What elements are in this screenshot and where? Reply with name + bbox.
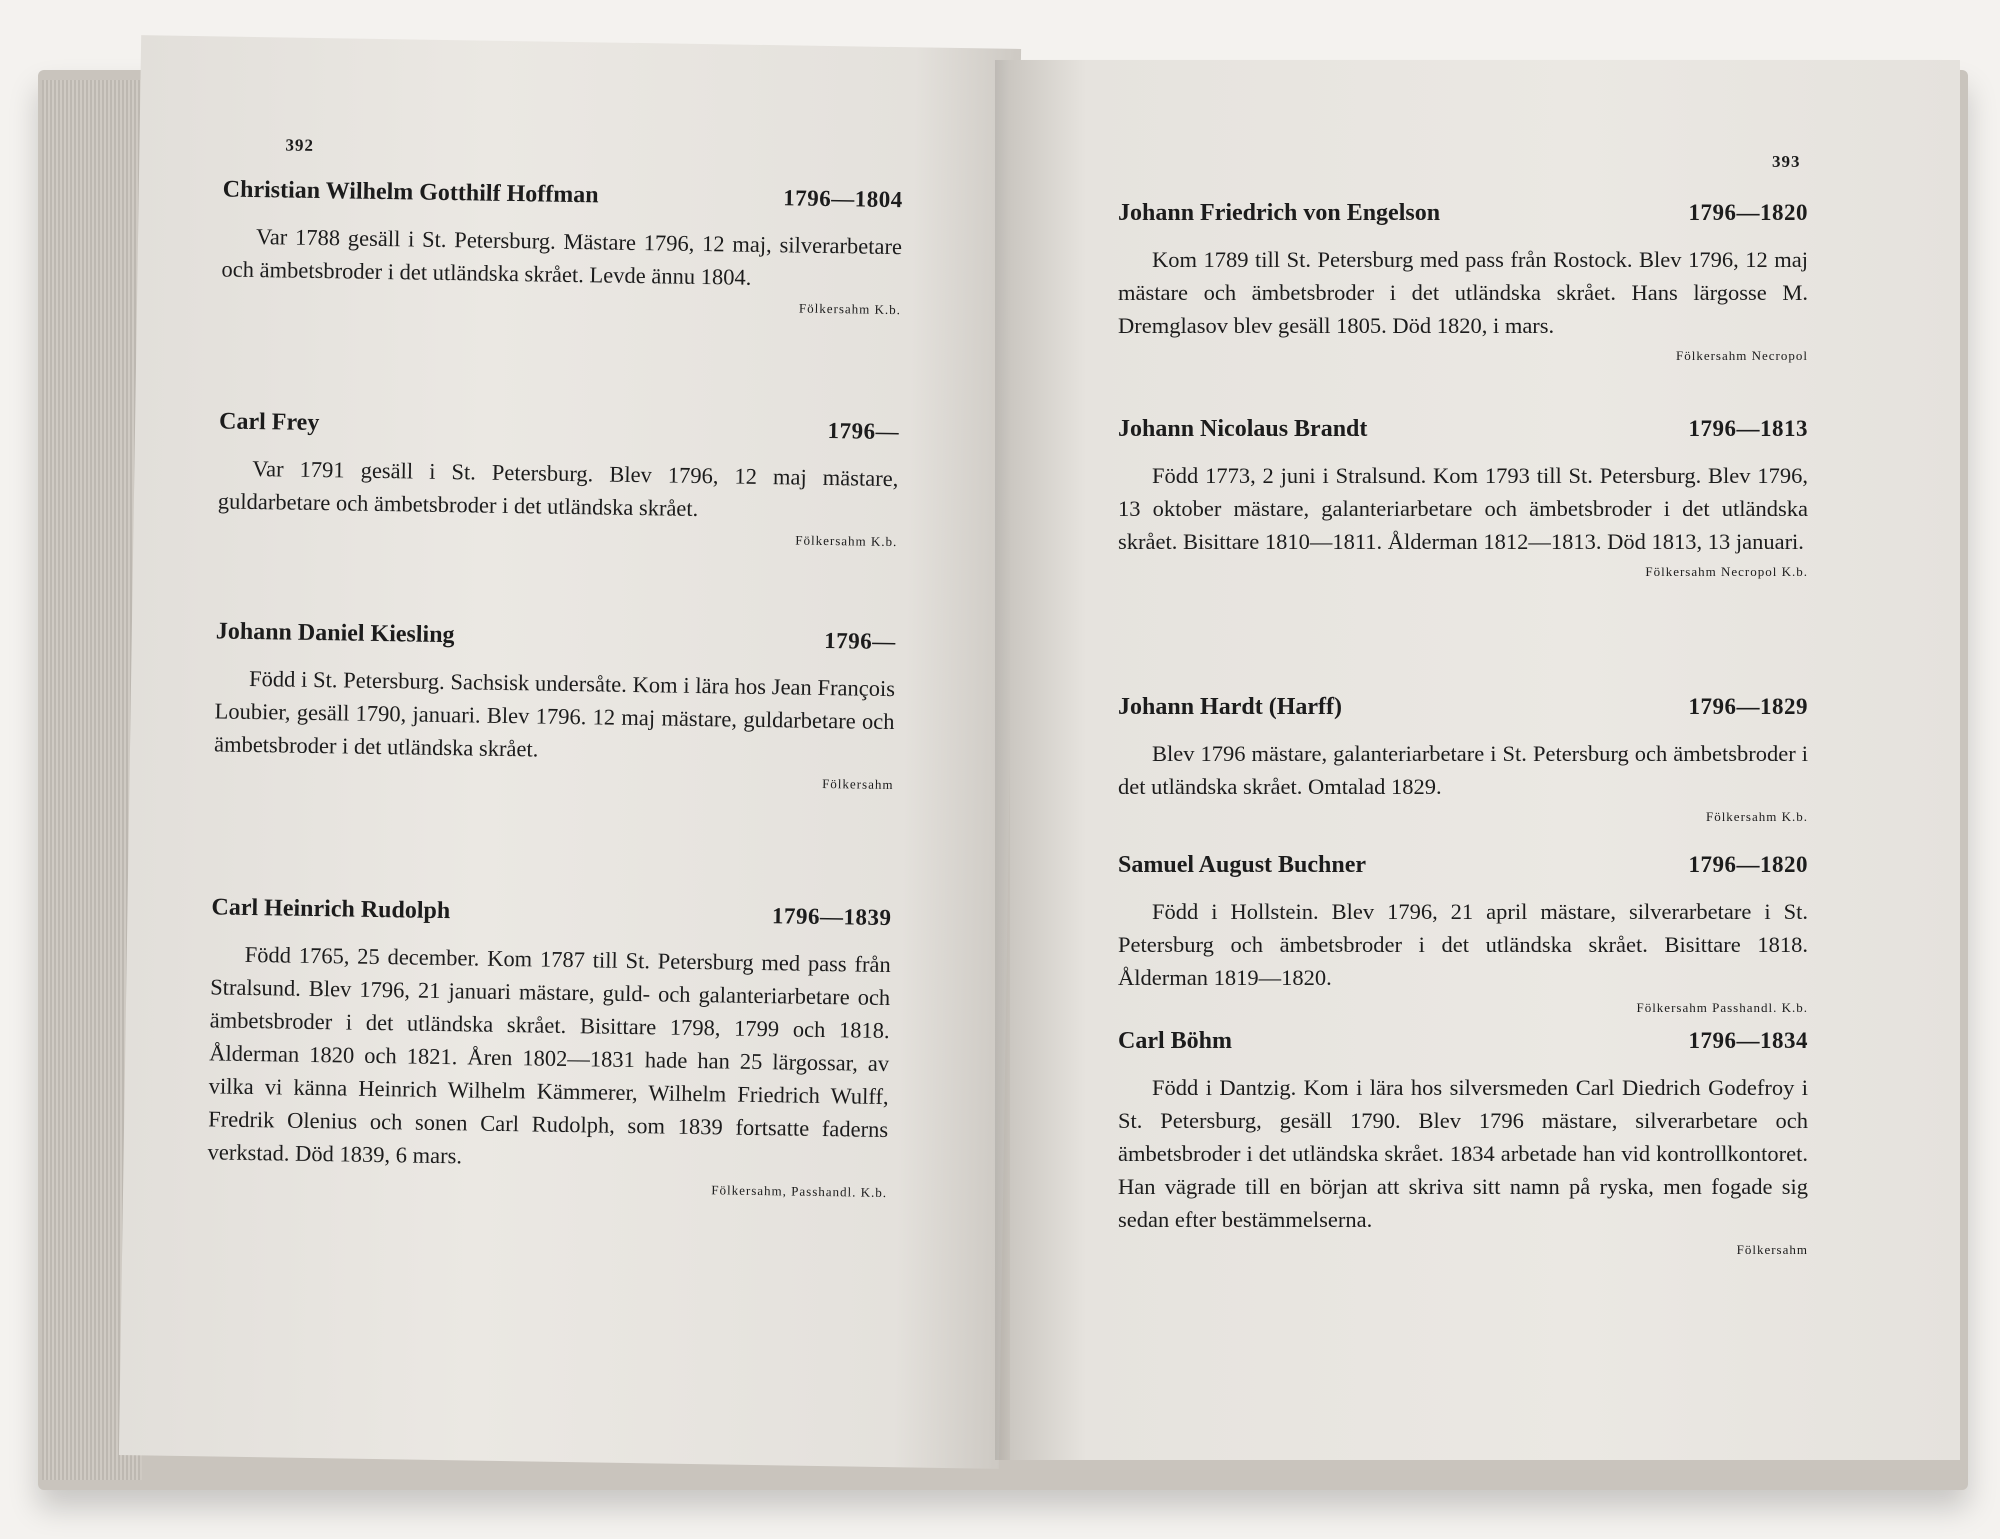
entry-source: Fölkersahm Necropol K.b. xyxy=(1645,564,1808,579)
right-page xyxy=(1010,60,1960,1460)
entry-source: Fölkersahm K.b. xyxy=(798,300,902,318)
entry-header xyxy=(211,894,891,932)
entry-years: 1796—1820 xyxy=(1688,200,1808,225)
entry xyxy=(1118,852,1808,1016)
entry-header xyxy=(1118,1028,1808,1055)
entry-years: 1796— xyxy=(827,418,900,445)
entry-body: Var 1788 gesäll i St. Petersburg. Mästare 1796, 12 maj, silverarbetare och ämbetsbroder i det utländska skrået. Levde ännu 1804. xyxy=(221,224,903,290)
entry xyxy=(1118,416,1808,580)
entry-header xyxy=(1118,200,1808,227)
entry-name: Carl Heinrich Rudolph xyxy=(211,894,451,925)
entry xyxy=(1118,694,1808,825)
entry-body: Var 1791 gesäll i St. Petersburg. Blev 1796, 12 maj mästare, guldarbetare och ämbetsbroder i det utländska skrået. xyxy=(217,455,899,521)
entry-body: Född i Dantzig. Kom i lära hos silversmeden Carl Diedrich Godefroy i St. Petersburg, gesäll 1790. Blev 1796 mästare, silverarbetare och ämbetsbroder i det utländska skrået. 1834 arbetade han vid kontrollkontoret. Han vägrade till en början att skriva sitt namn på ryska, men fogade sig sedan efter bestämmelserna. xyxy=(1118,1075,1808,1232)
entry-header xyxy=(223,176,903,214)
entry xyxy=(1118,1028,1808,1258)
entry-source: Fölkersahm xyxy=(1736,1242,1808,1257)
entry-source: Fölkersahm Necropol xyxy=(1675,348,1808,363)
entry-name: Johann Hardt (Harff) xyxy=(1118,694,1342,720)
entry xyxy=(221,176,903,318)
entry-header xyxy=(1118,694,1808,721)
entry xyxy=(213,618,895,793)
entry-header xyxy=(219,408,899,446)
entry-name: Carl Böhm xyxy=(1118,1028,1232,1054)
entry-body: Född 1765, 25 december. Kom 1787 till St. Petersburg med pass från Stralsund. Blev 1796, 21 januari mästare, guld- och galanteriarbetare och ämbetsbroder i det utländska skrået. Bisittare 1798, 1799 och 1818. Ålderman 1820 och 1821. Åren 1802—1831 hade han 25 lärgossar, av vilka vi känna Heinrich Wilhelm Kämmerer, Wilhelm Friedrich Wulff, Fredrik Olenius och sonen Carl Rudolph, som 1839 fortsatte faderns verkstad. Död 1839, 6 mars. xyxy=(207,941,891,1169)
entry xyxy=(207,894,892,1201)
entry-name: Johann Daniel Kiesling xyxy=(215,618,455,649)
entry-body: Född i St. Petersburg. Sachsisk undersåte. Kom i lära hos Jean François Loubier, gesäll 1790, januari. Blev 1796. 12 maj mästare, guldarbetare och ämbetsbroder i det utländska skrået. xyxy=(213,665,896,762)
entry-source: Fölkersahm xyxy=(822,775,894,793)
entry-years: 1796—1829 xyxy=(1688,694,1808,719)
entry-header xyxy=(1118,416,1808,443)
entry-source: Fölkersahm K.b. xyxy=(1705,809,1808,824)
entry-header xyxy=(1118,852,1808,879)
entry xyxy=(217,408,899,550)
entry-name: Samuel August Buchner xyxy=(1118,852,1367,878)
entry-source: Fölkersahm K.b. xyxy=(795,532,898,550)
entry-name: Johann Nicolaus Brandt xyxy=(1118,416,1368,442)
entry-name: Johann Friedrich von Engelson xyxy=(1118,200,1441,226)
page-number: 392 xyxy=(285,135,315,155)
entry-body: Född i Hollstein. Blev 1796, 21 april mästare, silverarbetare i St. Petersburg och ämbetsbroder i det utländska skrået. Bisittare 1818. Ålderman 1819—1820. xyxy=(1118,899,1808,990)
page-number: 393 xyxy=(1772,152,1801,171)
entry-years: 1796—1839 xyxy=(771,903,892,931)
left-page xyxy=(119,35,1021,1469)
entry-years: 1796—1804 xyxy=(783,185,903,213)
entry-body: Kom 1789 till St. Petersburg med pass från Rostock. Blev 1796, 12 maj mästare och ämbetsbroder i det utländska skrået. Hans lärgosse M. Dremglasov blev gesäll 1805. Död 1820, i mars. xyxy=(1118,247,1808,338)
entry-body: Född 1773, 2 juni i Stralsund. Kom 1793 till St. Petersburg. Blev 1796, 13 oktober mästare, galanteriarbetare och ämbetsbroder i det utländska skrået. Bisittare 1810—1811. Ålderman 1812—1813. Död 1813, 13 januari. xyxy=(1118,463,1808,554)
entry-name: Carl Frey xyxy=(218,408,320,437)
entry-years: 1796—1813 xyxy=(1688,416,1808,441)
entry-source: Fölkersahm Passhandl. K.b. xyxy=(1636,1000,1808,1015)
entry-years: 1796—1834 xyxy=(1688,1028,1808,1053)
entry-years: 1796—1820 xyxy=(1688,852,1808,877)
entry-header xyxy=(216,618,896,656)
entry xyxy=(1118,200,1808,364)
entry-name: Christian Wilhelm Gotthilf Hoffman xyxy=(222,176,599,209)
entry-source: Fölkersahm, Passhandl. K.b. xyxy=(711,1182,888,1201)
entry-body: Blev 1796 mästare, galanteriarbetare i St. Petersburg och ämbetsbroder i det utländska skrået. Omtalad 1829. xyxy=(1118,741,1808,799)
entry-years: 1796— xyxy=(824,627,896,655)
